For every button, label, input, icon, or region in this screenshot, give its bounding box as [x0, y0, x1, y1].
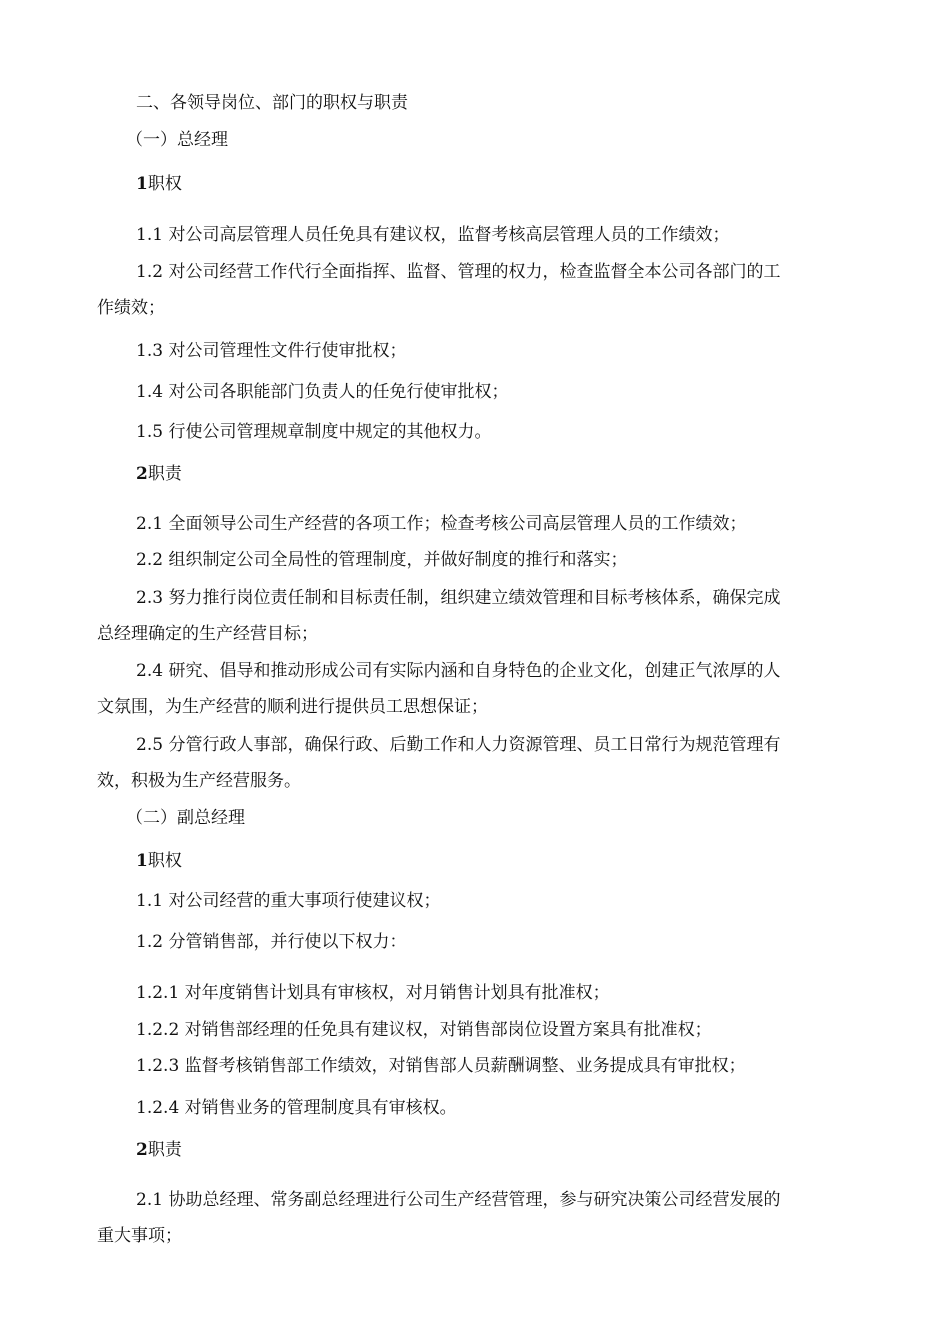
section-heading: 二、各领导岗位、部门的职权与职责 [136, 93, 408, 113]
paragraph-line: 2.3 努力推行岗位责任制和目标责任制，组织建立绩效管理和目标考核体系，确保完成 [136, 588, 781, 608]
paragraph-line: 1.5 行使公司管理规章制度中规定的其他权力。 [136, 422, 492, 442]
paragraph-line: 2.4 研究、倡导和推动形成公司有实际内涵和自身特色的企业文化，创建正气浓厚的人 [136, 661, 781, 681]
paragraph-line: 总经理确定的生产经营目标； [97, 624, 318, 644]
paragraph-line: 1.2 分管销售部，并行使以下权力： [136, 932, 407, 952]
item-number: 1 [136, 851, 148, 871]
paragraph-line: 效，积极为生产经营服务。 [97, 771, 301, 791]
item-title: 职责 [147, 1140, 182, 1160]
item-heading [136, 849, 862, 873]
item-heading [136, 462, 862, 486]
item-heading [136, 172, 862, 196]
paragraph-line: 2.2 组织制定公司全局性的管理制度，并做好制度的推行和落实； [136, 550, 628, 570]
paragraph-line: 1.1 对公司经营的重大事项行使建议权； [136, 891, 441, 911]
paragraph-line: 作绩效； [97, 298, 165, 318]
item-heading [136, 1138, 862, 1162]
paragraph-line: 1.4 对公司各职能部门负责人的任免行使审批权； [136, 382, 509, 402]
paragraph-line: 2.1 协助总经理、常务副总经理进行公司生产经营管理，参与研究决策公司经营发展的 [136, 1190, 781, 1210]
item-number: 2 [136, 464, 148, 484]
item-number: 2 [136, 1140, 148, 1160]
subsection-heading: （一）总经理 [126, 130, 228, 150]
paragraph-line: 文氛围，为生产经营的顺利进行提供员工思想保证； [97, 697, 488, 717]
paragraph-line: 1.1 对公司高层管理人员任免具有建议权，监督考核高层管理人员的工作绩效； [136, 225, 730, 245]
item-title: 职权 [147, 174, 182, 194]
paragraph-line: 1.2.2 对销售部经理的任免具有建议权，对销售部岗位设置方案具有批准权； [136, 1020, 712, 1040]
item-number: 1 [136, 174, 148, 194]
item-title: 职权 [147, 851, 182, 871]
paragraph-line: 1.2.4 对销售业务的管理制度具有审核权。 [136, 1098, 457, 1118]
paragraph-line: 1.2.1 对年度销售计划具有审核权，对月销售计划具有批准权； [136, 983, 610, 1003]
subsection-heading: （二）副总经理 [126, 808, 245, 828]
paragraph-line: 1.2 对公司经营工作代行全面指挥、监督、管理的权力，检查监督全本公司各部门的工 [136, 262, 781, 282]
paragraph-line: 1.2.3 监督考核销售部工作绩效，对销售部人员薪酬调整、业务提成具有审批权； [136, 1056, 746, 1076]
item-title: 职责 [147, 464, 182, 484]
paragraph-line: 重大事项； [97, 1226, 182, 1246]
paragraph-line: 1.3 对公司管理性文件行使审批权； [136, 341, 407, 361]
paragraph-line: 2.5 分管行政人事部，确保行政、后勤工作和人力资源管理、员工日常行为规范管理有 [136, 735, 781, 755]
paragraph-line: 2.1 全面领导公司生产经营的各项工作；检查考核公司高层管理人员的工作绩效； [136, 514, 747, 534]
